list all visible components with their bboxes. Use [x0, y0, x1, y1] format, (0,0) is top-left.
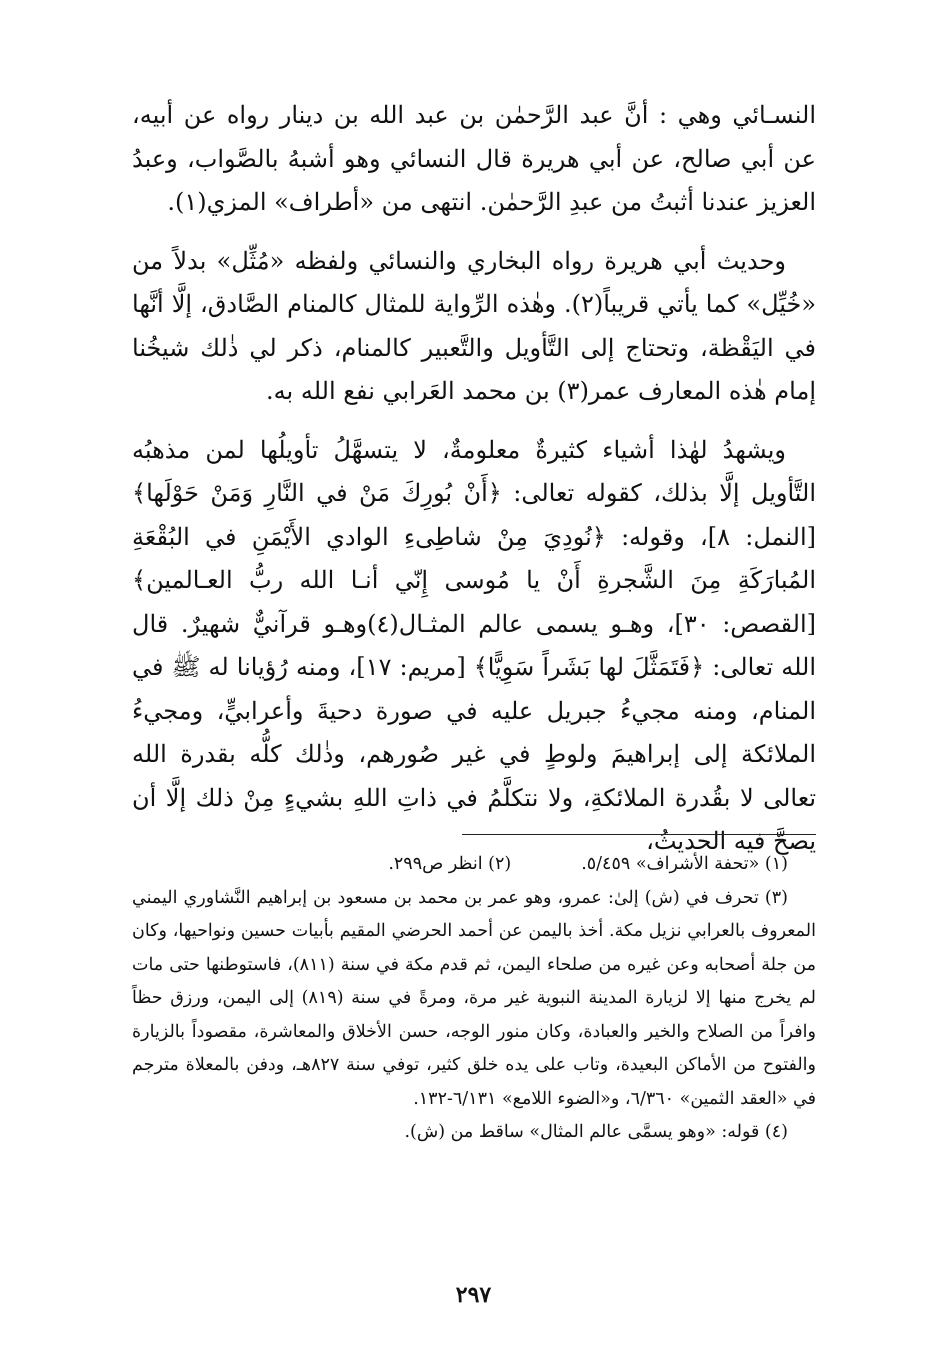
paragraph-2: وحديث أبي هريرة رواه البخاري والنسائي ولفظه «مُثِّل» بدلاً من «خُيِّل» كما يأتي قريباً(٢). وهٰذه الرِّواية للمثال كالمنام الصَّادق، إلَّا أنَّها في اليَقْظة، وتحتاج إلى التَّأويل والتَّعبير كالمنام، ذكر لي ذٰلك شيخُنا إمام هٰذه المعارف عمر(٣) بن محمد العَرابي نفع الله به. — [132, 246, 817, 405]
paragraph-1: النسـائي وهي : أنَّ عبد الرَّحمٰن بن عبد الله بن دينار رواه عن أبيه، عن أبي صالح، عن أبي هريرة قال النسائي وهو أشبهُ بالصَّواب، وعبدُ العزيز عندنا أثبتُ من عبدِ الرَّحمٰن. انتهى من «أطراف» المزي(١). — [132, 101, 816, 216]
footnote-separator — [462, 834, 816, 835]
paragraph-3: ويشهدُ لهٰذا أشياء كثيرةٌ معلومةٌ، لا يتسهَّلُ تأويلُها لمن مذهبُه التَّأويل إلَّا بذلك، كقوله تعالى: ﴿أَنْ بُورِكَ مَنْ في النَّارِ وَمَنْ حَوْلَها﴾ [النمل: ٨]، وقوله: ﴿نُودِيَ مِنْ شاطِىءِ الوادي الأَيْمَنِ في البُقْعَةِ المُبارَكَةِ مِنَ الشَّجرةِ أَنْ يا مُوسى إِنّي أنـا الله ربُّ العـالمين﴾[القصص: ٣٠]، وهـو يسمى عالم المثـال(٤)وهـو قرآنيٌّ شهيرٌ. قال الله تعالى: ﴿فَتَمَثَّلَ لها بَشَراً سَوِيًّا﴾ [مريم: ١٧]، ومنه رُؤيانا له ﷺ في المنام، ومنه مجيءُ جبريل عليه في صورة دحيةَ وأعرابيٍّ، ومجيءُ الملائكة إلى إبراهيمَ ولوطٍ في غير صُورهم، وذٰلك كلُّه بقدرة الله تعالى لا بقُدرة الملائكةِ، ولا نتكلَّمُ في ذاتِ اللهِ بشيءٍ مِنْ ذلك إلَّا أن يصحَّ فيه الحديثُ، — [132, 435, 817, 855]
page-number: ٢٩٧ — [455, 1282, 492, 1308]
footnote-1: (١) «تحفة الأشراف» ٥/٤٥٩. — [581, 854, 788, 874]
footnote-3: (٣) تحرف في (ش) إلىٰ: عمرو، وهو عمر بن محمد بن مسعود بن إبراهيم النَّشاوري اليمني المعروف بالعرابي نزيل مكة. أخذ باليمن عن أحمد الحرضي المقيم بأبيات حسين ونواحيها، وكان من جلة أصحابه وعن غيره من صلحاء اليمن، ثم قدم مكة في سنة (٨١١)، فاستوطنها حتى مات لم يخرج منها إلا لزيارة المدينة النبوية غير مرة، ومرةً في سنة (٨١٩) إلى اليمن، ورزق حظاً وافراً من الصلاح والخير والعبادة، وكان منور الوجه، حسن الأخلاق والمعاشرة، مقصوداً بالزيارة والفتوح من الأماكن البعيدة، وتاب على يده خلق كثير، توفي سنة ٨٢٧هـ، ودفن بالمعلاة مترجم في «العقد الثمين» ٦/٣٦٠، و«الضوء اللامع» ٦/١٣١-١٣٢. — [132, 887, 817, 1109]
footnote-row-1-2 — [132, 848, 816, 882]
footnote-2: (٢) انظر ص٢٩٩. — [388, 854, 512, 874]
footnotes — [132, 848, 816, 1150]
footnote-4: (٤) قوله: «وهو يسمَّى عالم المثال» ساقط من (ش). — [404, 1122, 788, 1142]
main-text — [132, 94, 816, 864]
